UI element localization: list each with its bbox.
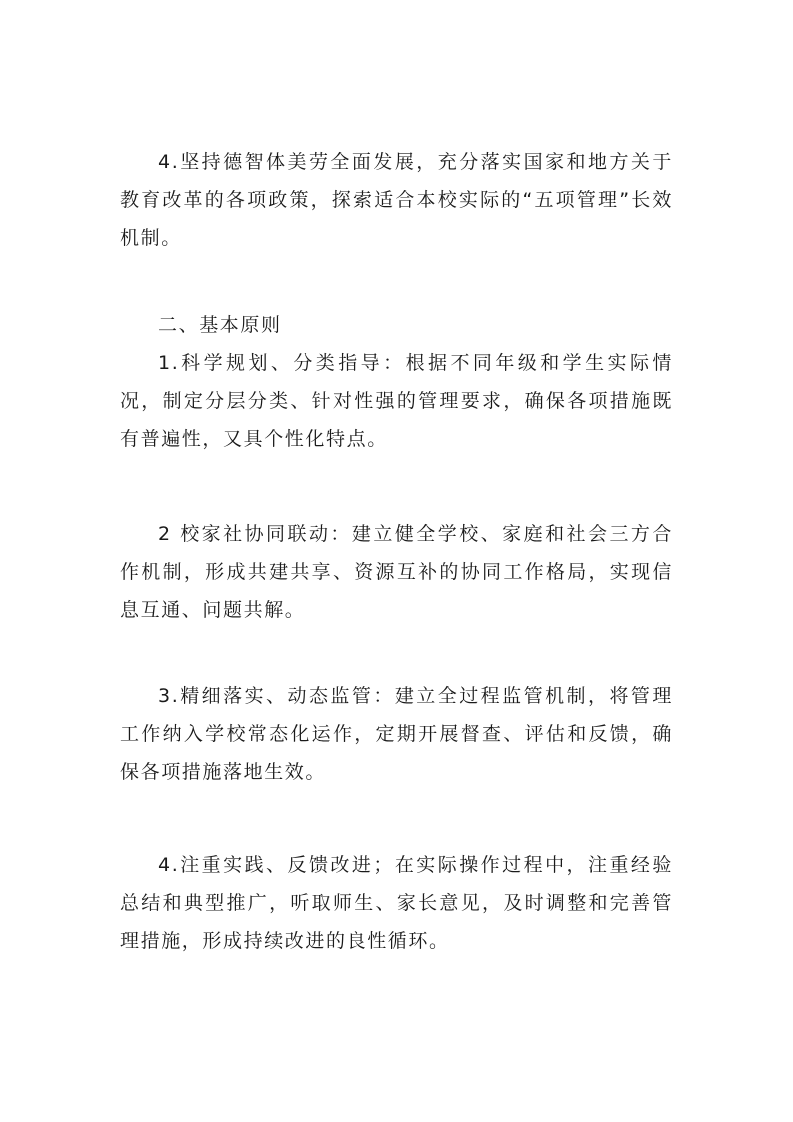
paragraph-principle-4-feedback: 4.注重实践、反馈改进；在实际操作过程中，注重经验总结和典型推广，听取师生、家长意见，及时调整和完善管理措施，形成持续改进的良性循环。 <box>120 854 673 952</box>
paragraph-principle-1-planning: 1.科学规划、分类指导：根据不同年级和学生实际情况，制定分层分类、针对性强的管理要求，确保各项措施既有普遍性，又具个性化特点。 <box>120 352 673 450</box>
paragraph-principle-2-collaboration: 2 校家社协同联动：建立健全学校、家庭和社会三方合作机制，形成共建共享、资源互补的协同工作格局，实现信息互通、问题共解。 <box>120 523 673 621</box>
paragraph-principle-3-supervision: 3.精细落实、动态监管：建立全过程监管机制，将管理工作纳入学校常态化运作，定期开展督查、评估和反馈，确保各项措施落地生效。 <box>120 685 673 783</box>
section-heading-basic-principles: 二、基本原则 <box>158 314 282 336</box>
paragraph-principle-4-development: 4.坚持德智体美劳全面发展，充分落实国家和地方关于教育改革的各项政策，探索适合本校实际的“五项管理”长效机制。 <box>120 151 673 249</box>
